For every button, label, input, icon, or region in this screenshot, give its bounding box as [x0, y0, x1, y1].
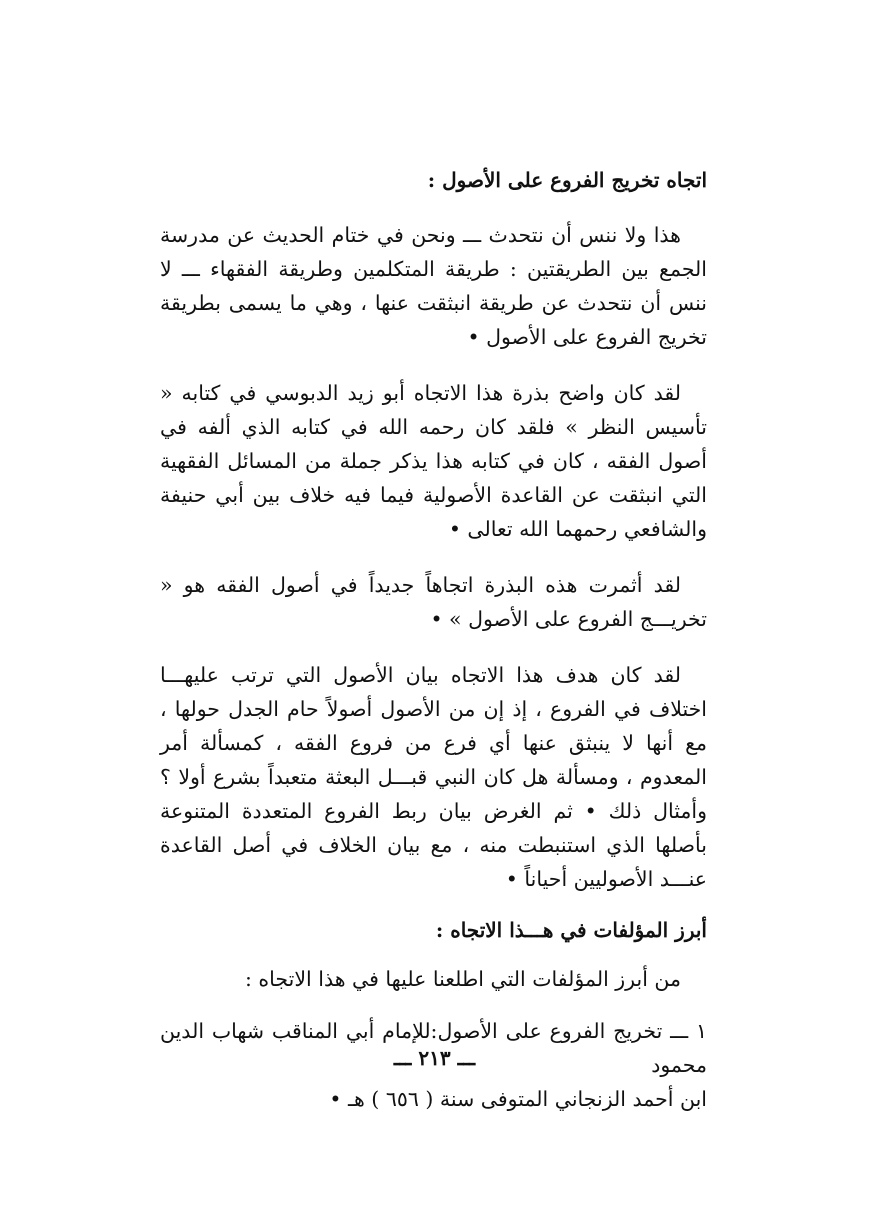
page-body	[160, 166, 707, 1116]
list-item-line: ١ ـــ تخريج الفروع على الأصول:للإمام أبي المناقب شهاب الدين محمود	[160, 1019, 707, 1077]
list-intro: من أبرز المؤلفات التي اطلعنا عليها في هذا الاتجاه :	[245, 967, 681, 991]
paragraph: لقد أثمرت هذه البذرة اتجاهاً جديداً في أصول الفقه هو « تخريـــج الفروع على الأصول » •	[160, 573, 707, 631]
page-number: ـــ ٢١٣ ـــ	[393, 1046, 476, 1070]
list-item-line: ابن أحمد الزنجاني المتوفى سنة ( ٦٥٦ ) هـ •	[329, 1087, 707, 1111]
paragraph: لقد كان واضح بذرة هذا الاتجاه أبو زيد الدبوسي في كتابه « تأسيس النظر » فلقد كان رحمه الله في كتابه الذي ألفه في أصول الفقه ، كان في كتابه هذا يذكر جملة من المسائل الفقهية التي انبثقت عن القاعدة الأصولية فيما فيه خلاف بين أبي حنيفة والشافعي رحمهما الله تعالى •	[160, 381, 707, 541]
paragraph: هذا ولا ننس أن نتحدث ـــ ونحن في ختام الحديث عن مدرسة الجمع بين الطريقتين : طريقة المتكلمين وطريقة الفقهاء ـــ لا ننس أن نتحدث عن طريقة انبثقت عنها ، وهي ما يسمى بطريقة تخريج الفروع على الأصول •	[160, 223, 707, 349]
section-heading: اتجاه تخريج الفروع على الأصول :	[427, 168, 707, 192]
section-heading: أبرز المؤلفات في هـــذا الاتجاه :	[435, 918, 707, 942]
paragraph: لقد كان هدف هذا الاتجاه بيان الأصول التي ترتب عليهـــا اختلاف في الفروع ، إذ إن من الأصول أصولاً حام الجدل حولها ، مع أنها لا ينبثق عنها أي فرع من فروع الفقه ، كمسألة أمر المعدوم ، ومسألة هل كان النبي قبـــل البعثة متعبداً بشرع أولا ؟ وأمثال ذلك • ثم الغرض بيان ربط الفروع المتعددة المتنوعة بأصلها الذي استنبطت منه ، مع بيان الخلاف في أصل القاعدة عنـــد الأصوليين أحياناً •	[160, 663, 707, 891]
